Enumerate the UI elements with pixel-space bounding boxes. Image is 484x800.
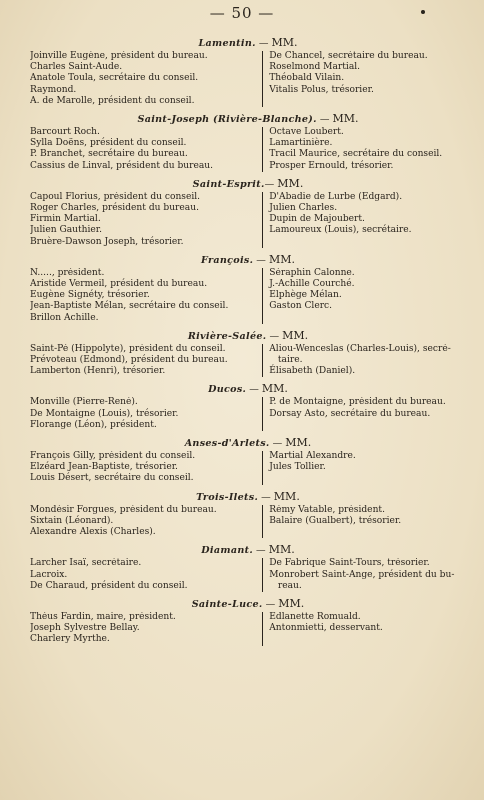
member-entry: Tracil Maurice, secrétaire du conseil. <box>269 149 443 160</box>
member-entry: Cassius de Linval, président du bureau. <box>30 160 214 171</box>
member-entry: Sylla Doëns, président du conseil. <box>30 138 187 149</box>
heading-mm: MM. <box>282 328 309 342</box>
commune-name: Ducos. <box>208 384 247 396</box>
member-entry: taire. <box>269 355 303 366</box>
member-entry: Vitalis Polus, trésorier. <box>269 84 374 95</box>
member-entry: D'Abadie de Lurbe (Edgard). <box>269 191 403 202</box>
heading-mm: MM. <box>332 112 359 126</box>
commune-section <box>30 112 466 172</box>
document-body <box>30 34 466 651</box>
commune-name: François. <box>201 254 254 266</box>
member-entry: Jules Tollier. <box>269 462 326 473</box>
heading-dash: — <box>269 438 286 450</box>
member-column-right <box>262 612 466 646</box>
member-entry: N....., président. <box>30 267 105 278</box>
member-entry: Lamberton (Henri), trésorier. <box>30 366 166 377</box>
member-column-right <box>262 192 466 248</box>
member-entry: Brillon Achille. <box>30 312 99 323</box>
commune-heading <box>30 543 466 557</box>
member-column-left <box>30 451 262 485</box>
member-columns <box>30 558 466 592</box>
member-column-left <box>30 505 262 539</box>
member-entry: Monville (Pierre-René). <box>30 397 138 408</box>
heading-dash: — <box>264 178 278 190</box>
member-entry: Edlanette Romuald. <box>269 611 361 622</box>
member-columns <box>30 51 466 107</box>
member-column-left <box>30 192 262 248</box>
member-column-left <box>30 268 262 324</box>
commune-heading <box>30 382 466 396</box>
commune-heading <box>30 112 466 126</box>
member-entry: Elzéard Jean-Baptiste, trésorier. <box>30 462 178 473</box>
heading-dash: — <box>266 330 283 342</box>
commune-heading <box>30 177 466 191</box>
member-entry: Théobald Vilain. <box>269 73 345 84</box>
heading-dash: — <box>253 254 269 266</box>
heading-dash: — <box>316 114 333 126</box>
commune-heading <box>30 597 466 611</box>
member-entry: Octave Loubert. <box>269 127 344 138</box>
commune-name: Saint-Joseph (Rivière-Blanche). <box>137 114 317 126</box>
commune-section <box>30 177 466 248</box>
member-column-right <box>262 51 466 107</box>
member-columns <box>30 451 466 485</box>
member-entry: Joseph Sylvestre Bellay. <box>30 623 140 634</box>
member-entry: Aliou-Wenceslas (Charles-Louis), secré- <box>269 343 451 354</box>
heading-mm: MM. <box>273 489 300 503</box>
member-entry: Capoul Florius, président du conseil. <box>30 191 201 202</box>
member-column-right <box>262 558 466 592</box>
member-entry: Prévoteau (Edmond), président du bureau. <box>30 355 228 366</box>
commune-heading <box>30 329 466 343</box>
commune-name: Diamant. <box>201 545 253 557</box>
member-column-right <box>262 505 466 539</box>
commune-name: Trois-Ilets. <box>196 491 259 503</box>
member-entry: De Fabrique Saint-Tours, trésorier. <box>269 558 430 569</box>
commune-heading <box>30 36 466 50</box>
member-entry: Mondésir Forgues, président du bureau. <box>30 504 217 515</box>
commune-name: Rivière-Salée. <box>187 330 267 342</box>
member-entry: Gaston Clerc. <box>269 301 333 312</box>
heading-mm: MM. <box>277 176 304 190</box>
member-entry: Élisabeth (Daniel). <box>269 366 356 377</box>
member-entry: Louis Désert, secrétaire du conseil. <box>30 473 194 484</box>
member-entry: Eugène Signéty, trésorier. <box>30 290 150 301</box>
heading-dash: — <box>252 545 269 557</box>
member-entry: De Chancel, secrétaire du bureau. <box>269 51 428 61</box>
member-columns <box>30 344 466 378</box>
commune-section <box>30 253 466 324</box>
member-entry: P. Branchet, secrétaire du bureau. <box>30 149 188 160</box>
member-entry: Bruère-Dawson Joseph, trésorier. <box>30 236 184 247</box>
member-column-right <box>262 451 466 485</box>
member-column-left <box>30 397 262 431</box>
member-entry: Larcher Isaï, secrétaire. <box>30 558 142 569</box>
commune-section <box>30 490 466 539</box>
commune-section <box>30 597 466 646</box>
member-entry: Anatole Toula, secrétaire du conseil. <box>30 73 199 84</box>
heading-mm: MM. <box>278 596 305 610</box>
commune-name: Lamentin. <box>198 38 256 49</box>
commune-section <box>30 543 466 592</box>
member-column-left <box>30 344 262 378</box>
member-entry: Barcourt Roch. <box>30 127 100 138</box>
heading-dash: — <box>246 384 262 396</box>
heading-mm: MM. <box>268 543 295 557</box>
member-entry: Julien Gauthier. <box>30 225 103 236</box>
member-columns <box>30 268 466 324</box>
member-entry: Lamoureux (Louis), secrétaire. <box>269 225 412 236</box>
heading-dash: — <box>255 38 272 49</box>
member-entry: A. de Marolle, président du conseil. <box>30 95 195 106</box>
member-column-left <box>30 612 262 646</box>
member-columns <box>30 127 466 172</box>
member-entry: Dupin de Majoubert. <box>269 214 365 225</box>
member-columns <box>30 505 466 539</box>
member-entry: Charles Saint-Aude. <box>30 62 123 73</box>
heading-dash: — <box>258 491 274 503</box>
member-entry: Antonmietti, desservant. <box>269 623 383 634</box>
member-entry: Lacroix. <box>30 569 68 580</box>
member-entry: Séraphin Calonne. <box>269 267 355 278</box>
member-entry: Aristide Vermeil, président du bureau. <box>30 279 208 290</box>
heading-mm: MM. <box>261 382 288 396</box>
member-entry: P. de Montaigne, président du bureau. <box>269 397 446 408</box>
commune-heading <box>30 436 466 450</box>
page-number: — 50 — <box>209 4 275 22</box>
member-entry: Joinville Eugène, président du bureau. <box>30 51 208 61</box>
member-entry: Rémy Vatable, président. <box>269 504 385 515</box>
member-entry: Sixtain (Léonard). <box>30 515 114 526</box>
commune-name: Anses-d'Arlets. <box>184 438 270 450</box>
heading-mm: MM. <box>285 436 312 450</box>
member-entry: Théus Fardin, maire, président. <box>30 611 176 622</box>
member-entry: Saint-Pé (Hippolyte), président du conseil. <box>30 343 226 354</box>
member-column-left <box>30 127 262 172</box>
member-entry: J.-Achille Courché. <box>269 279 355 290</box>
member-columns <box>30 192 466 248</box>
member-entry: Firmin Martial. <box>30 214 101 225</box>
member-entry: De Charaud, président du conseil. <box>30 580 188 591</box>
member-columns <box>30 612 466 646</box>
member-column-left <box>30 51 262 107</box>
commune-name: Saint-Esprit. <box>192 178 265 190</box>
commune-heading <box>30 253 466 267</box>
commune-section <box>30 329 466 378</box>
member-column-left <box>30 558 262 592</box>
member-entry: Jean-Baptiste Mélan, secrétaire du conseil. <box>30 301 229 312</box>
commune-heading <box>30 490 466 504</box>
commune-section <box>30 382 466 431</box>
member-entry: Florange (Léon), président. <box>30 419 157 430</box>
member-entry: Lamartinière. <box>269 138 333 149</box>
member-entry: Dorsay Asto, secrétaire du bureau. <box>269 408 431 419</box>
member-entry: Monrobert Saint-Ange, président du bu- <box>269 569 455 580</box>
member-entry: Alexandre Alexis (Charles). <box>30 527 156 538</box>
commune-section <box>30 436 466 485</box>
member-columns <box>30 397 466 431</box>
member-column-right <box>262 127 466 172</box>
member-column-right <box>262 344 466 378</box>
commune-name: Sainte-Luce. <box>191 598 263 610</box>
member-entry: Martial Alexandre. <box>269 451 356 462</box>
member-entry: Charlery Myrthe. <box>30 634 110 645</box>
member-entry: Prosper Ernould, trésorier. <box>269 160 394 171</box>
heading-mm: MM. <box>268 252 295 266</box>
member-entry: Elphège Mélan. <box>269 290 342 301</box>
member-column-right <box>262 268 466 324</box>
member-entry: Balaire (Gualbert), trésorier. <box>269 515 402 526</box>
member-entry: reau. <box>269 580 302 591</box>
member-column-right <box>262 397 466 431</box>
commune-section <box>30 36 466 107</box>
heading-dash: — <box>262 598 279 610</box>
heading-mm: MM. <box>271 36 298 49</box>
member-entry: De Montaigne (Louis), trésorier. <box>30 408 179 419</box>
member-entry: Raymond. <box>30 84 77 95</box>
ink-dot <box>421 10 425 14</box>
member-entry: Roselmond Martial. <box>269 62 361 73</box>
member-entry: Roger Charles, président du bureau. <box>30 203 199 214</box>
member-entry: François Gilly, président du conseil. <box>30 451 196 462</box>
member-entry: Julien Charles. <box>269 203 338 214</box>
